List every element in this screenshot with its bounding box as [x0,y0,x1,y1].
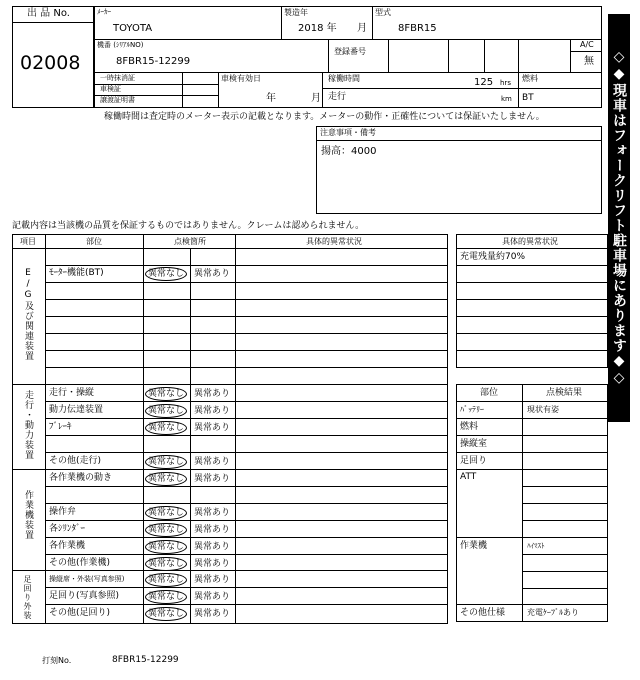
part-power-transmission: 動力伝達装置 [49,405,104,415]
result-value-battery: 現状有姿 [527,405,559,414]
part-cylinders: 各ｼﾘﾝﾀﾞｰ [49,524,86,534]
result-part-cab: 操縦室 [460,439,488,449]
part-undercarriage-other: その他(足回り) [49,608,111,618]
ok-label: 異常なし [148,457,185,467]
year-value: 2018 年 [298,23,337,34]
hours-value: 125 [474,77,494,88]
inspect-label: 車検有効日 [221,74,261,83]
model-value: 8FBR15 [398,23,437,34]
hours-unit: hrs [500,79,511,87]
ok-label: 異常なし [148,609,185,619]
cert-temp-deregistration: 一時抹消証 [100,74,135,82]
ok-label: 異常なし [148,592,185,602]
model-label: 型式 [375,8,391,17]
detail-value: 充電残量約70% [460,252,526,262]
quality-note: 記載内容は当該機の品質を保証するものではありません。クレームは認められません。 [12,221,365,231]
part-travel-other: その他(走行) [49,456,102,466]
serial-label: 機番 (ｼﾘｱﾙNO) [97,41,144,49]
result-col-part: 部位 [480,388,499,398]
stamp-value: 8FBR15-12299 [112,655,179,665]
ok-label: 異常なし [148,542,185,552]
ng-label: 異常あり [194,592,231,602]
ng-label: 異常あり [194,389,231,399]
ng-label: 異常あり [194,406,231,416]
hours-disclaimer: 稼働時間は査定時のメーター表示の記載となります。メーターの動作・正確性については保証いたしません。 [104,112,545,122]
ng-label: 異常あり [194,474,231,484]
ng-label: 異常あり [194,269,231,279]
ng-label: 異常あり [194,525,231,535]
section-engine: E/G及び関連装置 [23,268,33,361]
result-col-result: 点検結果 [546,388,583,398]
ng-label: 異常あり [194,559,231,569]
section-work: 作業機装置 [23,490,33,540]
ok-label: 異常なし [148,508,185,518]
cert-transfer: 譲渡証明書 [100,96,135,104]
ac-value: 無 [584,56,594,67]
cert-inspection: 車検証 [100,85,121,93]
section-undercarriage: 足回り外装 [23,575,32,620]
notes-label: 注意事項・備考 [320,128,376,137]
part-work-movement: 各作業機の動き [49,473,113,483]
part-work-equipment: 各作業機 [49,541,86,551]
ok-label: 異常なし [148,575,185,585]
col-check: 点検箇所 [174,237,206,246]
part-control-valve: 操作弁 [49,507,77,517]
year-label: 製造年 [284,8,308,17]
notes-value: 揚高：4000 [321,146,377,157]
fuel-label: 燃料 [522,74,538,83]
part-cab-exterior: 操縦席・外装(写真参照) [49,575,125,583]
ok-label: 異常なし [148,269,185,279]
part-brake: ﾌﾞﾚｰｷ [49,422,72,432]
ok-label: 異常なし [148,389,185,399]
travel-label: 走行 [328,92,347,102]
result-part-undercarriage: 足回り [460,456,488,466]
col-item: 項目 [20,237,36,246]
lot-number: 02008 [20,52,81,74]
location-banner: ◇◆現車はフォークリフト駐車場にあります◆◇ [608,14,630,422]
col-detail: 具体的異常状況 [306,237,362,246]
ng-label: 異常あり [194,508,231,518]
reg-label: 登録番号 [334,47,366,56]
maker-label: ﾒｰｶｰ [97,8,111,16]
result-part-battery: ﾊﾞｯﾃﾘｰ [460,405,484,414]
part-motor: ﾓｰﾀｰ機能(BT) [49,268,104,278]
km-unit: km [501,95,512,103]
result-part-fuel: 燃料 [460,422,479,432]
result-value-work: ﾊｲﾏｽﾄ [527,542,545,550]
ok-label: 異常なし [148,406,185,416]
result-part-other-spec: その他仕様 [460,608,506,618]
ng-label: 異常あり [194,542,231,552]
result-part-work: 作業機 [460,541,488,551]
section-drive: 走行・動力装置 [23,390,33,460]
ok-label: 異常なし [148,525,185,535]
inspect-year: 年 [266,93,276,104]
ok-label: 異常なし [148,474,185,484]
ok-label: 異常なし [148,423,185,433]
col-part: 部位 [86,237,102,246]
result-value-other-spec: 充電ｹｰﾌﾞﾙあり [527,608,579,617]
stamp-label: 打刻No. [42,656,72,665]
serial-value: 8FBR15-12299 [116,56,191,67]
detail-header: 具体的異常状況 [502,237,558,246]
ac-label: A/C [580,40,594,49]
ng-label: 異常あり [194,609,231,619]
inspect-month: 月 [311,93,321,104]
maker-value: TOYOTA [113,23,153,34]
ng-label: 異常あり [194,423,231,433]
part-travel-steering: 走行・操縦 [49,388,95,398]
ng-label: 異常あり [194,575,231,585]
part-work-other: その他(作業機) [49,558,111,568]
result-part-att: ATT [460,472,477,482]
part-undercarriage: 足回り(写真参照) [49,591,120,601]
ok-label: 異常なし [148,559,185,569]
lot-label: 出 品 No. [27,8,70,19]
month-unit: 月 [357,23,367,34]
ng-label: 異常あり [194,457,231,467]
fuel-value: BT [522,93,534,103]
hours-label: 稼働時間 [328,74,360,83]
